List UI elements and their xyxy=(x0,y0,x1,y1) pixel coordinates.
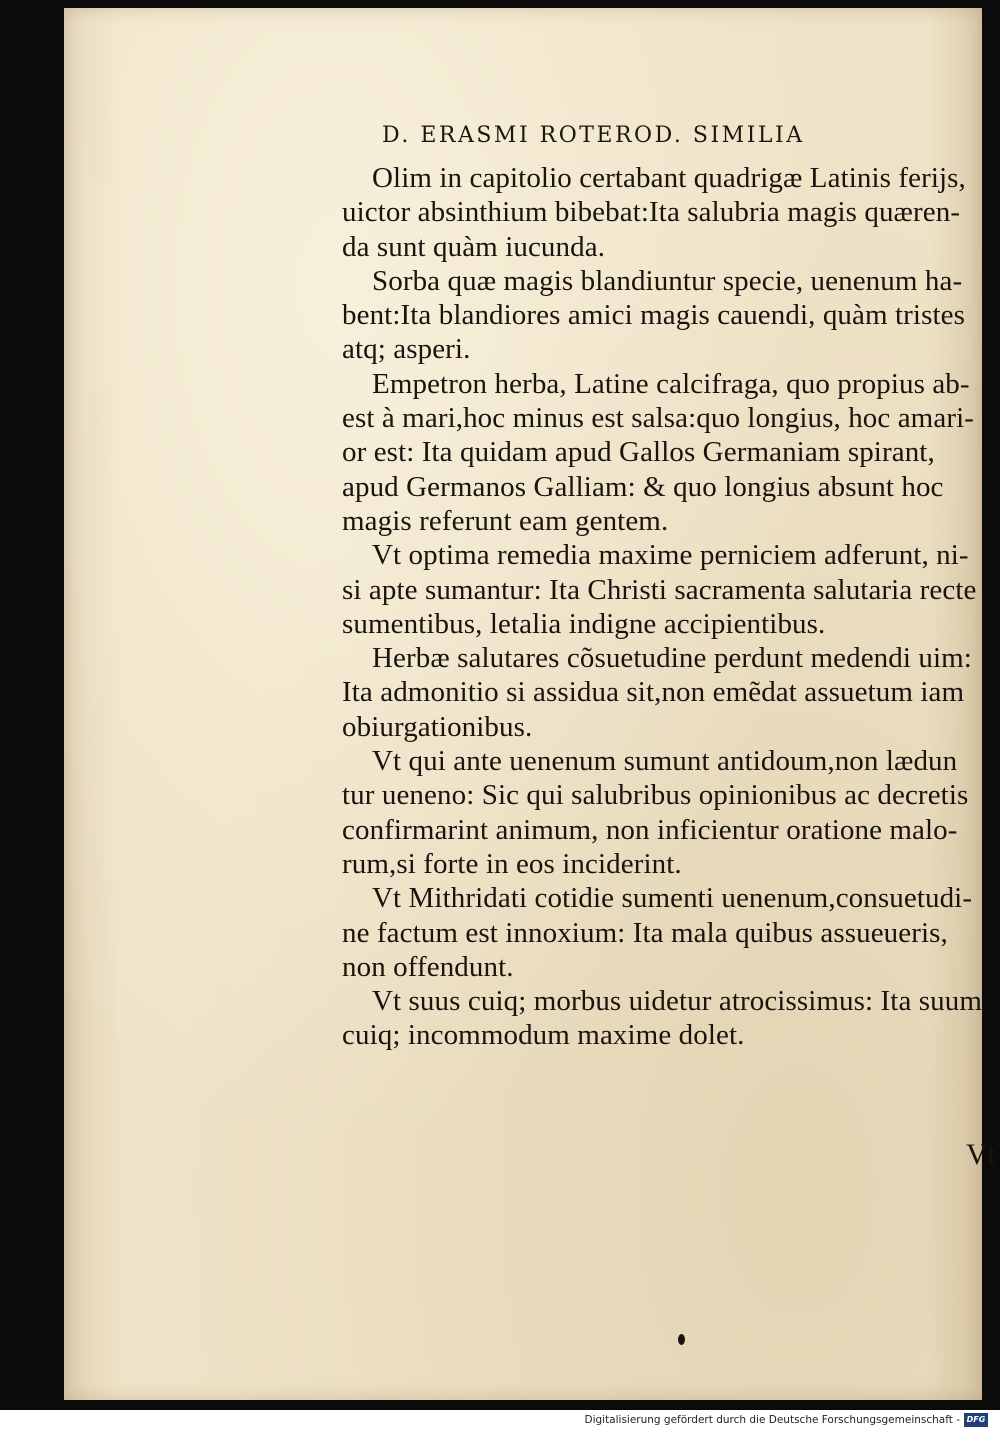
text-line: apud Germanos Galliam: & quo longius absunt hoc xyxy=(342,470,944,503)
text-line: bent:Ita blandiores amici magis cauendi, quàm tristes xyxy=(342,299,965,332)
text-line: Vt optima remedia maxime perniciem adferunt, ni- xyxy=(372,539,969,572)
text-line: cuiq; incommodum maxime dolet. xyxy=(342,1019,745,1052)
book-page xyxy=(64,8,996,1400)
dfg-logo-icon: DFG xyxy=(964,1413,988,1427)
text-block xyxy=(342,161,1000,1053)
text-line: si apte sumantur: Ita Christi sacramenta salutaria recte xyxy=(342,573,977,606)
text-line: confirmarint animum, non inficientur oratione malo- xyxy=(342,813,958,846)
text-line: Vt Mithridati cotidie sumenti uenenum,consuetudi- xyxy=(372,882,973,915)
text-line: uictor absinthium bibebat:Ita salubria magis quæren- xyxy=(342,196,961,229)
text-line: magis referunt eam gentem. xyxy=(342,504,669,537)
text-line: est à mari,hoc minus est salsa:quo longius, hoc amari- xyxy=(342,402,974,435)
signature-mark xyxy=(678,1334,685,1345)
footer-credit: Digitalisierung gefördert durch die Deutsche Forschungsgemeinschaft - xyxy=(584,1414,960,1426)
text-line: Sorba quæ magis blandiuntur specie, uenenum ha- xyxy=(372,264,963,297)
text-line: Vt suus cuiq; morbus uidetur atrocissimus: Ita suum xyxy=(372,985,983,1018)
catchword: Vt xyxy=(966,1138,996,1171)
text-line: or est: Ita quidam apud Gallos Germaniam spirant, xyxy=(342,436,935,469)
text-line: non offendunt. xyxy=(342,950,514,983)
text-line: Herbæ salutares cõsuetudine perdunt medendi uim: xyxy=(372,642,972,675)
digitization-footer xyxy=(0,1410,1000,1433)
text-line: obiurgationibus. xyxy=(342,710,533,743)
text-line: Ita admonitio si assidua sit,non emẽdat assuetum iam xyxy=(342,676,965,709)
text-line: tur ueneno: Sic qui salubribus opinionibus ac decretis xyxy=(342,779,969,812)
text-line: da sunt quàm iucunda. xyxy=(342,230,606,263)
text-line: atq; asperi. xyxy=(342,333,471,366)
text-line: Vt qui ante uenenum sumunt antidoum,non lædun xyxy=(372,745,958,778)
text-line: sumentibus, letalia indigne accipientibus. xyxy=(342,607,826,640)
text-line: Empetron herba, Latine calcifraga, quo propius ab- xyxy=(372,367,970,400)
text-line: rum,si forte in eos inciderint. xyxy=(342,847,682,880)
text-line: Olim in capitolio certabant quadrigæ Latinis ferijs, xyxy=(372,162,966,194)
running-head: D. ERASMI ROTEROD. SIMILIA xyxy=(382,123,805,148)
text-line: ne factum est innoxium: Ita mala quibus assueueris, xyxy=(342,916,948,949)
